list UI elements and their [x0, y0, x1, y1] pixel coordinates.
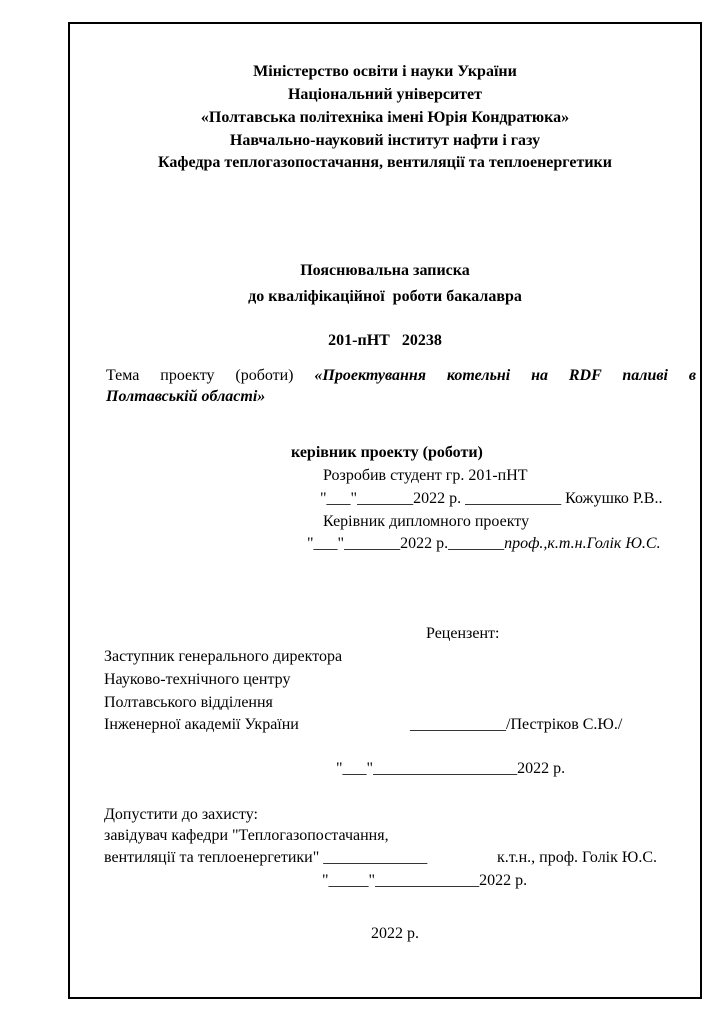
supervisor-sign-line: "___"_______2022 р._______: [307, 535, 505, 552]
supervisor-signature: [307, 534, 661, 554]
reviewer-line: Інженерної академії України: [104, 716, 299, 733]
topic-line: [106, 366, 696, 386]
admission-date: "_____"_____________2022 р.: [322, 872, 528, 889]
university-name: «Полтавська політехніка імені Юрія Кондратюка»: [200, 109, 570, 126]
doc-subtitle: до кваліфікаційної роботи бакалавра: [248, 288, 522, 305]
reviewer-line: Науково-технічного центру: [104, 671, 291, 688]
admission-heading: Допустити до захисту:: [104, 806, 258, 823]
reviewer-date: "___"__________________2022 р.: [336, 760, 566, 777]
footer-year: 2022 р.: [371, 925, 419, 942]
ministry: Міністерство освіти і науки України: [253, 63, 517, 80]
doc-title: Пояснювальна записка: [300, 262, 470, 279]
reviewer-line: Заступник генерального директора: [104, 648, 343, 665]
admission-line: завідувач кафедри "Теплогазопостачання,: [104, 827, 389, 844]
institute: Навчально-науковий інститут нафти і газу: [229, 132, 541, 149]
head-of-department-name: к.т.н., проф. Голік Ю.С.: [497, 849, 658, 866]
admission-line: вентиляції та теплоенергетики" _____________: [104, 849, 428, 866]
reviewer-heading: Рецензент:: [426, 625, 500, 642]
reviewer-signature: ____________/Пестріков С.Ю./: [410, 716, 623, 733]
topic-label: Тема проекту (роботи): [106, 367, 294, 384]
university: Національний університет: [287, 86, 482, 103]
supervisor-label: Керівник дипломного проекту: [323, 513, 530, 530]
department: Кафедра теплогазопостачання, вентиляції та теплоенергетики: [158, 154, 612, 171]
supervisor-name: проф.,к.т.н.Голік Ю.С.: [504, 535, 661, 552]
topic-text: «Проектування котельні на RDF паливі в: [314, 367, 696, 384]
developer-label: Розробив студент гр. 201-пНТ: [323, 467, 528, 484]
supervisor-heading: керівник проекту (роботи): [291, 444, 483, 461]
doc-code: 201-пНТ 20238: [328, 332, 442, 349]
reviewer-line: Полтавського відділення: [104, 694, 273, 711]
topic-text-cont: Полтавській області»: [106, 388, 266, 405]
developer-signature: "___"_______2022 р. ____________ Кожушко Р.В..: [320, 490, 663, 507]
